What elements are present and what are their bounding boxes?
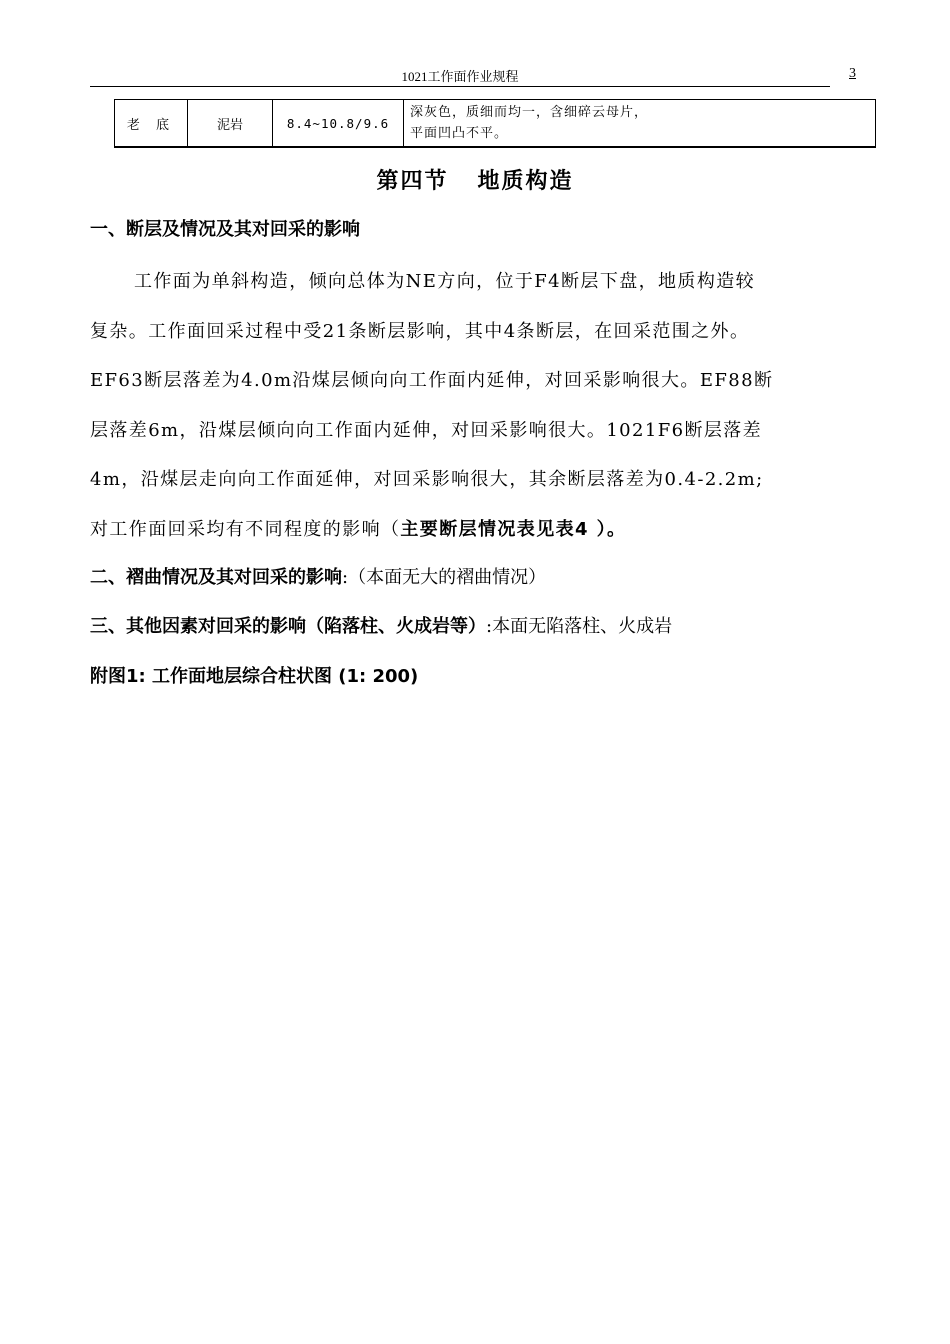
strata-table [114, 99, 876, 148]
part3-block [90, 612, 672, 638]
part3-text: :本面无陷落柱、火成岩 [486, 616, 673, 637]
table-row [115, 100, 876, 148]
paragraph-line: 层落差6m，沿煤层倾向向工作面内延伸，对回采影响很大。1021F6断层落差 [90, 419, 763, 441]
part2-text: :（本面无大的褶曲情况） [342, 567, 547, 588]
table-reference: 主要断层情况表见表4 ）。 [400, 518, 627, 540]
page-number: 3 [849, 66, 856, 81]
paragraph-line: 复杂。工作面回采过程中受21条断层影响，其中4条断层，在回采范围之外。 [90, 320, 750, 342]
thickness-cell: 8.4~10.8/9.6 [273, 100, 404, 148]
paragraph-line: 4m，沿煤层走向向工作面延伸，对回采影响很大，其余断层落差为0.4-2.2m; [90, 469, 764, 490]
part1-heading: 一、断层及情况及其对回采的影响 [90, 219, 360, 240]
paragraph-line: 工作面为单斜构造，倾向总体为NE方向，位于F4断层下盘，地质构造较 [134, 271, 756, 292]
part1-paragraph [90, 257, 880, 554]
paragraph-text: 对工作面回采均有不同程度的影响（ [90, 518, 401, 540]
header-rule [90, 86, 830, 87]
header-title: 1021工作面作业规程 [401, 69, 519, 84]
description-line: 深灰色，质细而均一，含细碎云母片， [410, 105, 649, 120]
part3-heading: 三、其他因素对回采的影响（陷落柱、火成岩等） [90, 616, 486, 637]
part2-heading: 二、褶曲情况及其对回采的影响 [90, 567, 342, 588]
appendix-caption: 附图1: 工作面地层综合柱状图 (1: 200) [90, 666, 419, 687]
description-cell [404, 100, 876, 148]
rock-type-cell: 泥岩 [188, 100, 273, 148]
paragraph-line [90, 505, 880, 555]
part2-block [90, 563, 546, 589]
paragraph-line: EF63断层落差为4.0m沿煤层倾向向工作面内延伸，对回采影响很大。EF88断 [90, 370, 774, 391]
section-title: 第四节 地质构造 [376, 169, 574, 194]
description-line: 平面凹凸不平。 [410, 126, 509, 141]
stratum-name-cell: 老 底 [115, 100, 188, 148]
